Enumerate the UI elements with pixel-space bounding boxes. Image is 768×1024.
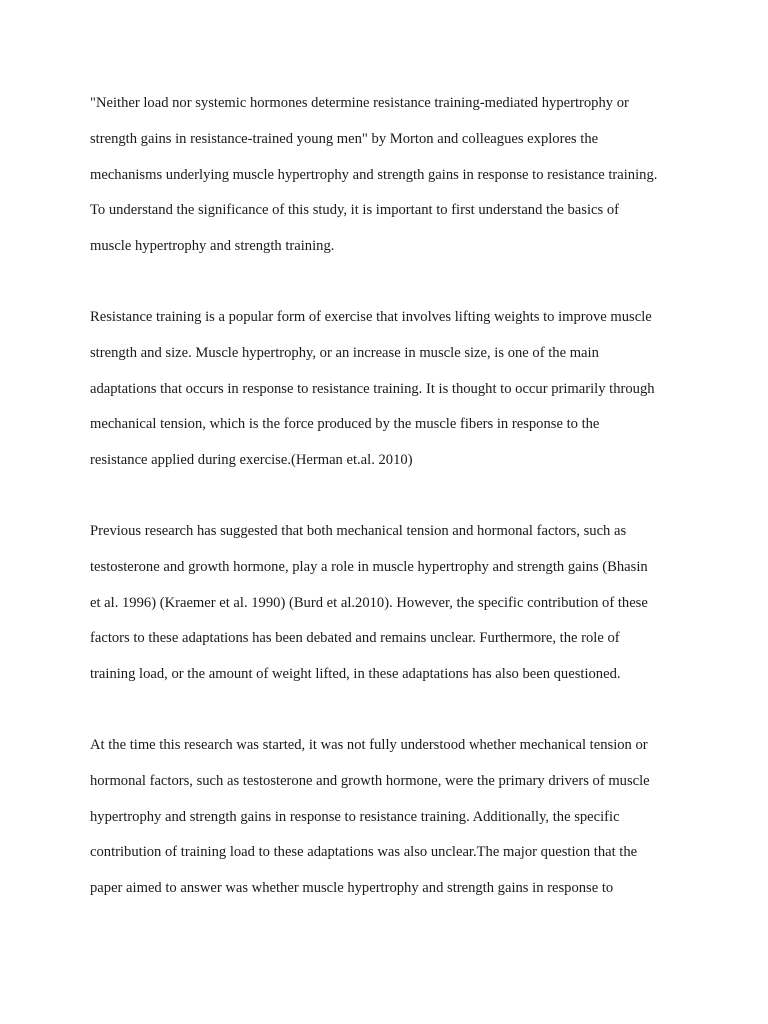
text-line: "Neither load nor systemic hormones determine resistance training-mediated hypertrophy or <box>90 95 629 111</box>
text-line: muscle hypertrophy and strength training. <box>90 238 335 254</box>
text-line: mechanisms underlying muscle hypertrophy and strength gains in response to resistance training. <box>90 167 658 183</box>
text-line: To understand the significance of this study, it is important to first understand the basics of <box>90 202 619 218</box>
text-line: testosterone and growth hormone, play a role in muscle hypertrophy and strength gains (Bhasin <box>90 559 648 575</box>
text-line: contribution of training load to these adaptations was also unclear.The major question that the <box>90 844 638 860</box>
text-line: mechanical tension, which is the force produced by the muscle fibers in response to the <box>90 416 600 432</box>
text-line: training load, or the amount of weight lifted, in these adaptations has also been questioned. <box>90 666 621 682</box>
text-line: paper aimed to answer was whether muscle hypertrophy and strength gains in response to <box>90 880 614 896</box>
text-line: strength and size. Muscle hypertrophy, or an increase in muscle size, is one of the main <box>90 345 599 361</box>
text-line: adaptations that occurs in response to resistance training. It is thought to occur primarily through <box>90 381 655 397</box>
text-line: resistance applied during exercise.(Herman et.al. 2010) <box>90 452 413 468</box>
text-line: strength gains in resistance-trained young men" by Morton and colleagues explores the <box>90 131 599 147</box>
text-line: At the time this research was started, it was not fully understood whether mechanical tension or <box>90 737 648 753</box>
text-line: hormonal factors, such as testosterone and growth hormone, were the primary drivers of muscle <box>90 773 650 789</box>
text-line: factors to these adaptations has been debated and remains unclear. Furthermore, the role of <box>90 630 620 646</box>
text-line: et al. 1996) (Kraemer et al. 1990) (Burd et al.2010). However, the specific contribution of these <box>90 595 648 611</box>
text-line: hypertrophy and strength gains in response to resistance training. Additionally, the specific <box>90 809 620 825</box>
text-line: Previous research has suggested that both mechanical tension and hormonal factors, such as <box>90 523 627 539</box>
text-line: Resistance training is a popular form of exercise that involves lifting weights to improve muscle <box>90 309 652 325</box>
